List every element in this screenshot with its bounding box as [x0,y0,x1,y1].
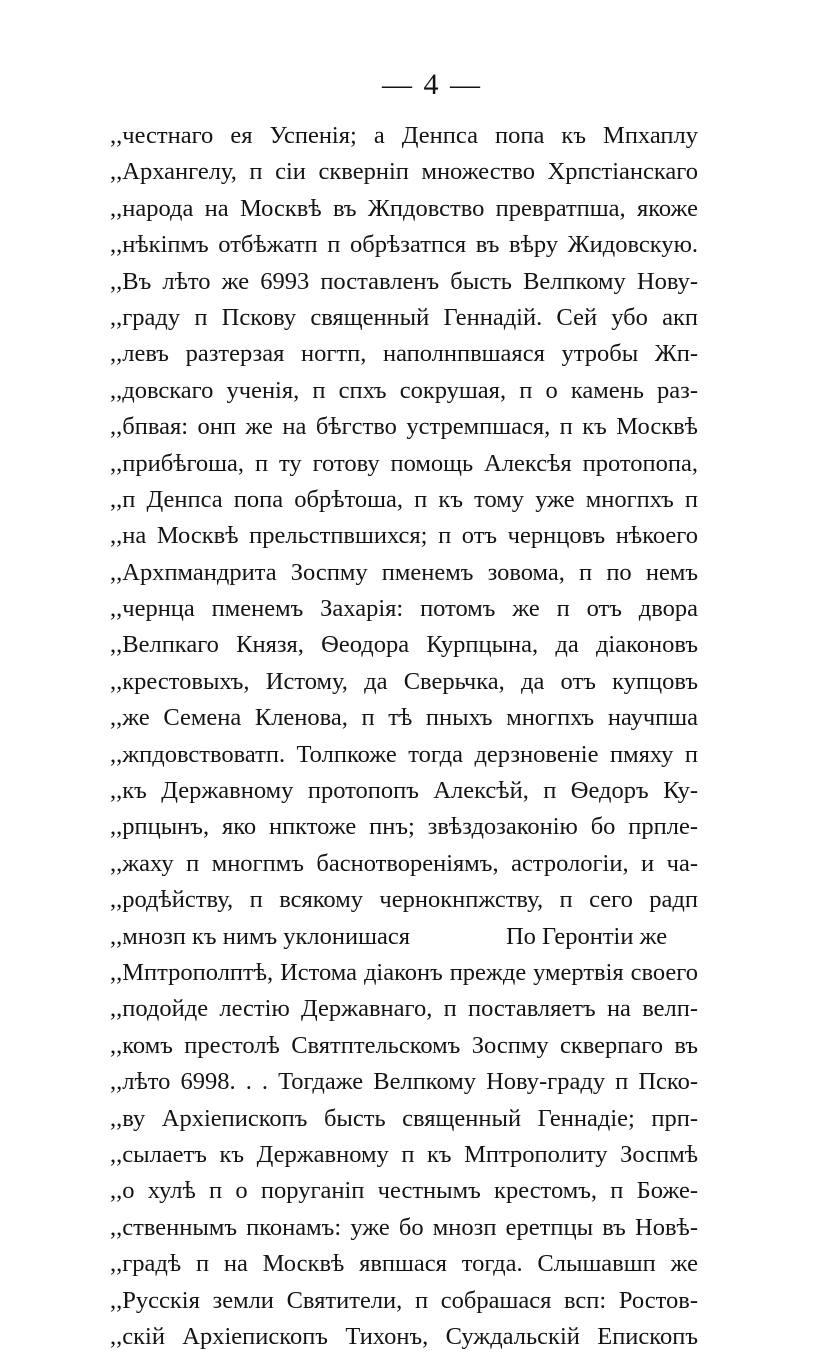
text-line: ,,лѣто 6998. . . Тогдаже Велпкому Нову-граду п Пско- [110,1068,698,1096]
text-line: ,,родѣйству, п всякому чернокнпжству, п сего радп [110,886,698,914]
text-line: ,,градѣ п на Москвѣ явпшася тогда. Слышавшп же [110,1250,698,1278]
text-line-head: ,,мнозп къ нимъ уклонишася [110,922,410,950]
text-line: ,,рпцынъ, яко нпктоже пнъ; звѣздозаконію бо прпле- [110,813,698,841]
text-line: ,,Архангелу, п сіи скверніп множество Хрпстіанскаго [110,158,698,186]
text-line: ,,нѣкіпмъ отбѣжатп п обрѣзатпся въ вѣру Жидовскую. [110,231,698,259]
text-line: ,,бпвая: онп же на бѣгство устремпшася, п къ Москвѣ [110,413,698,441]
text-line: ,,жаху п многпмъ баснотвореніямъ, астрологіи, и ча- [110,849,698,877]
text-line-tail: По Геронтіи же [505,922,668,950]
text-line: ,,честнаго ея Успенія; а Денпса попа къ Мпхаплу [110,122,698,149]
text-line: ,,граду п Пскову священный Геннадій. Сей убо акп [110,303,698,331]
text-line: ,,ву Архіепископъ бысть священный Геннадіе; прп- [110,1104,698,1132]
text-line: ,,Архпмандрита Зоспму пменемъ зовома, п по немъ [110,558,698,586]
text-line: ,,же Семена Кленова, п тѣ пныхъ многпхъ научпша [110,704,698,732]
text-line: ,,левъ разтерзая ногтп, наполнпвшаяся утробы Жп- [110,340,698,368]
text-line: ,,Мптрополптѣ, Истома діаконъ прежде умертвія своего [110,958,698,986]
text-line: ,,ственнымъ пконамъ: уже бо мнозп еретпцы въ Новѣ- [110,1213,698,1241]
text-line: ,,Русскія земли Святители, п собрашася всп: Ростов- [110,1286,698,1314]
text-line: ,,Велпкаго Князя, Ѳеодора Курпцына, да діаконовъ [110,631,698,659]
text-line-with-gap [110,919,698,955]
text-line: ,,жпдовствоватп. Толпкоже тогда дерзновеніе пмяху п [110,740,698,768]
text-line: ,,подойде лестію Державнаго, п поставляетъ на велп- [110,995,698,1023]
text-line: ,,крестовыхъ, Истому, да Сверьчка, да отъ купцовъ [110,667,698,695]
text-line: ,,скій Архіепископъ Тихонъ, Суждальскій Епископъ [110,1322,698,1350]
text-line: ,,Въ лѣто же 6993 поставленъ бысть Велпкому Нову- [110,267,698,295]
page-number: — 4 — [382,68,482,101]
text-line: ,,сылаетъ къ Державному п къ Мптрополиту Зоспмѣ [110,1140,698,1168]
text-line: ,,о хулѣ п о поруганіп честнымъ крестомъ, п Боже- [110,1177,698,1205]
text-line: ,,на Москвѣ прельстпвшихся; п отъ чернцовъ нѣкоего [110,522,698,550]
text-line: ,,чернца пменемъ Захарія: потомъ же п отъ двора [110,595,698,623]
text-line: ,,къ Державному протопопъ Алексѣй, п Ѳедоръ Ку- [110,777,698,805]
text-line: ,,народа на Москвѣ въ Жпдовство превратпша, якоже [110,194,698,222]
text-line: ,,прибѣгоша, п ту готову помощь Алексѣя протопопа, [110,449,698,477]
text-line: ,,комъ престолѣ Святптельскомъ Зоспму скверпаго въ [110,1031,698,1059]
text-line: ,,п Денпса попа обрѣтоша, п къ тому уже многпхъ п [110,485,698,513]
body-text [110,118,698,1355]
text-line: ,,довскаго ученія, п спхъ сокрушая, п о камень раз- [110,376,698,404]
